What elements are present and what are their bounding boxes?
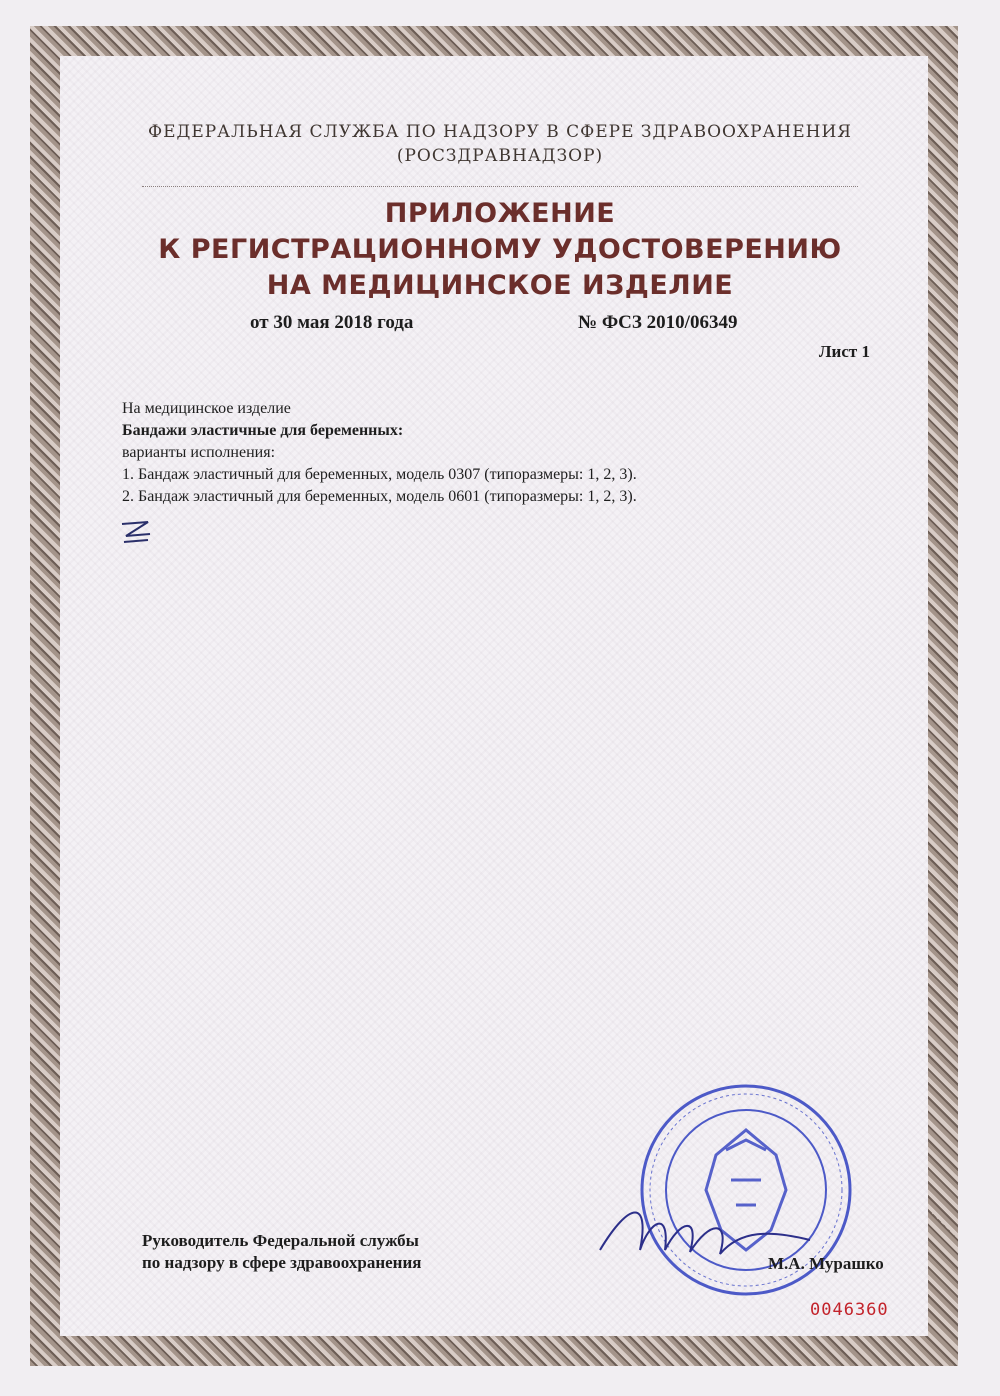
sheet-number: Лист 1	[818, 342, 870, 361]
agency-header	[0, 120, 1000, 168]
registration-number: № ФСЗ 2010/06349	[578, 312, 738, 333]
header-divider	[142, 186, 858, 187]
document-body	[122, 398, 882, 508]
form-serial-number: 0046360	[810, 1300, 889, 1320]
issue-date: от 30 мая 2018 года	[250, 312, 414, 333]
variant-item-1: 1. Бандаж эластичный для беременных, модель 0307 (типоразмеры: 1, 2, 3).	[122, 466, 637, 483]
title-line-2: К РЕГИСТРАЦИОННОМУ УДОСТОВЕРЕНИЮ	[158, 234, 842, 265]
variants-label: варианты исполнения:	[122, 444, 276, 461]
position-line-1: Руководитель Федеральной службы	[142, 1231, 419, 1250]
signatory-name: М.А. Мурашко	[768, 1254, 884, 1273]
agency-name: ФЕДЕРАЛЬНАЯ СЛУЖБА ПО НАДЗОРУ В СФЕРЕ ЗДРАВООХРАНЕНИЯ	[147, 122, 853, 142]
agency-abbr: (РОСЗДРАВНАДЗОР)	[396, 146, 604, 166]
variant-item-2: 2. Бандаж эластичный для беременных, модель 0601 (типоразмеры: 1, 2, 3).	[122, 488, 637, 505]
position-line-2: по надзору в сфере здравоохранения	[142, 1253, 422, 1272]
signatory-position	[142, 1230, 421, 1274]
body-intro: На медицинское изделие	[122, 400, 291, 417]
title-line-1: ПРИЛОЖЕНИЕ	[384, 198, 616, 229]
end-of-text-mark	[118, 518, 158, 546]
product-name: Бандажи эластичные для беременных:	[122, 422, 404, 439]
document-title	[0, 196, 1000, 304]
title-line-3: НА МЕДИЦИНСКОЕ ИЗДЕЛИЕ	[266, 270, 734, 301]
